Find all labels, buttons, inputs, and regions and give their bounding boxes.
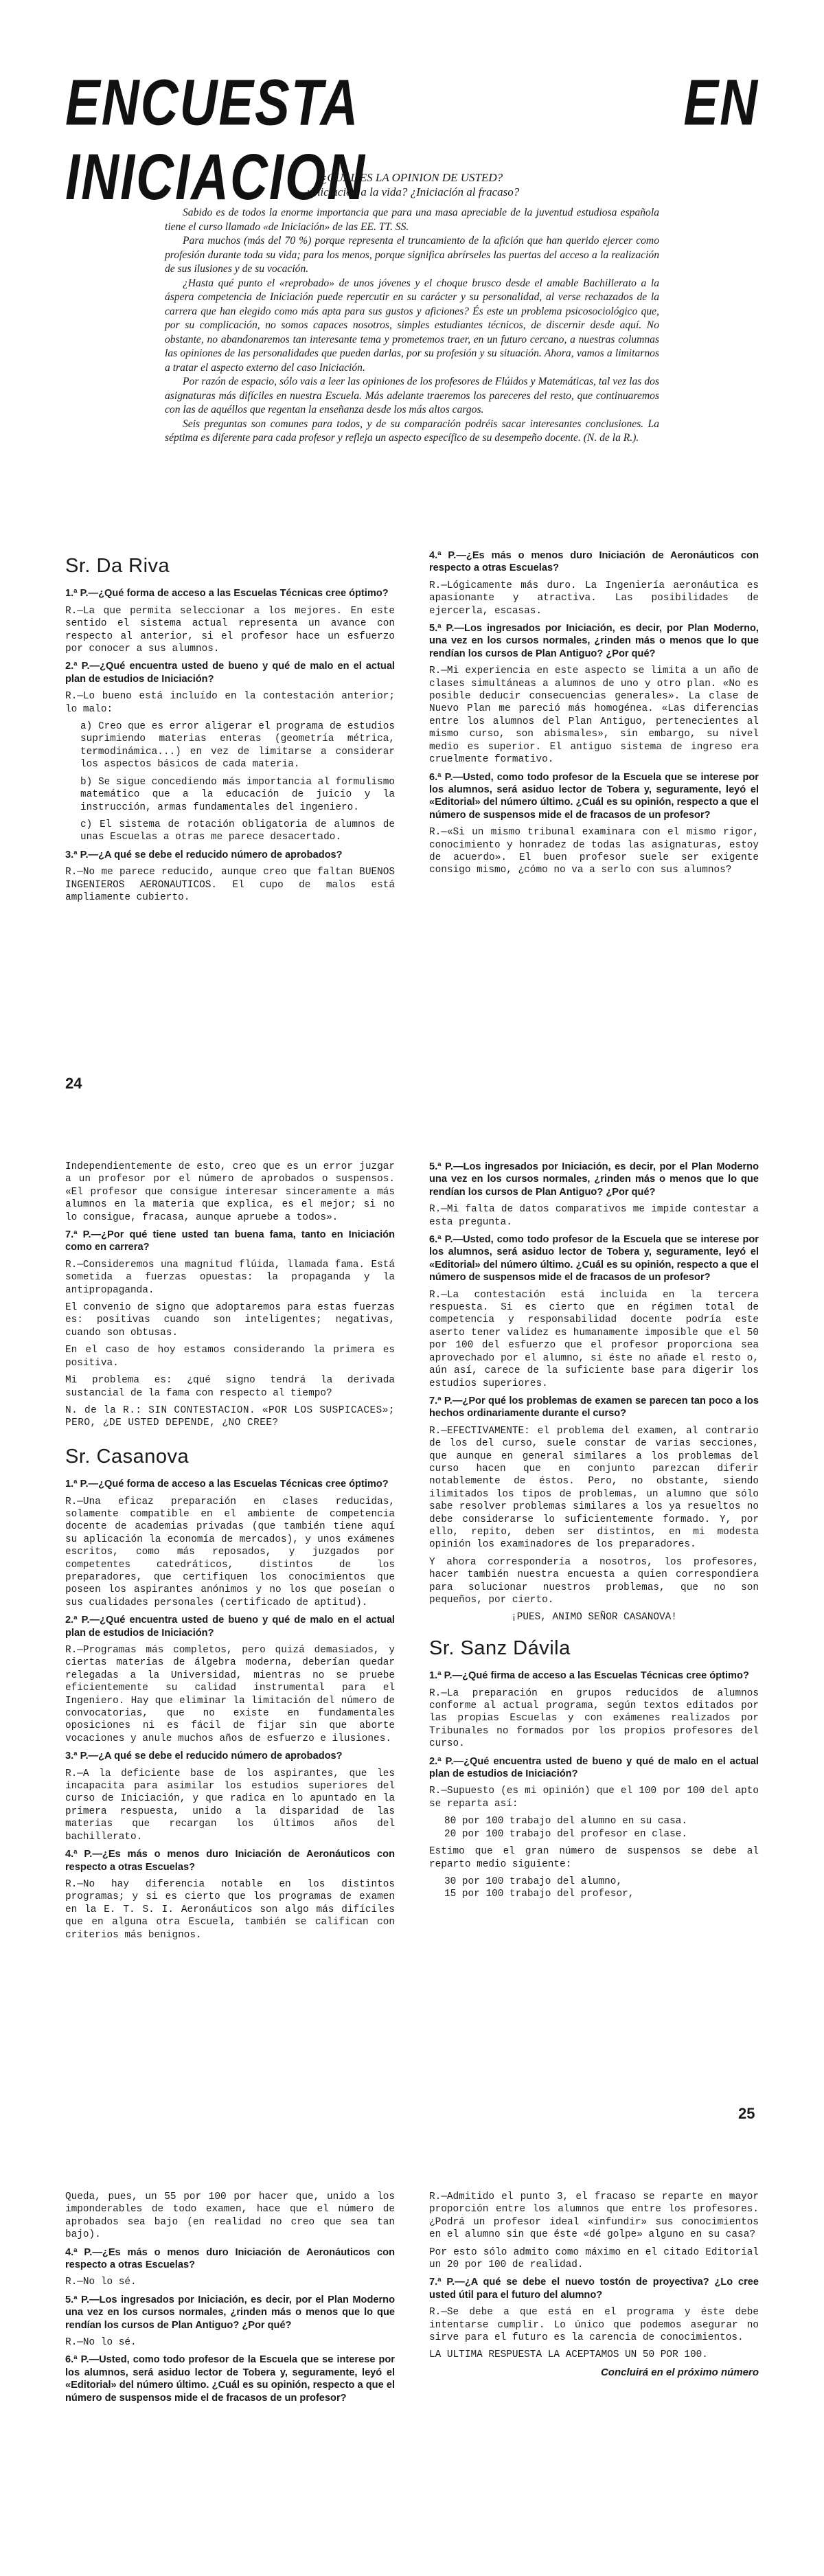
question: 4.ª P.—¿Es más o menos duro Iniciación de Aeronáuticos con respecto a otras Escuelas? bbox=[65, 2246, 395, 2271]
answer: b) Se sigue concediendo más importancia al formulismo matemático que a la educación de juicio y la instrucción, armas fundamentales del ingeniero. bbox=[80, 776, 395, 813]
question: 5.ª P.—Los ingresados por Iniciación, es decir, por el Plan Moderno una vez en los cursos normales, ¿rinden más o menos que lo que rendían los cursos de Plan Antiguo? ¿Por qué? bbox=[429, 1161, 759, 1198]
intro-paragraph: ¿Hasta qué punto el «reprobado» de unos jóvenes y el choque brusco desde el amable Bachillerato a la áspera competencia de Iniciación puede repercutir en su carácter y su personalidad, al verse rechazados de la carrera que han elegido como más apta para sus gustos y aficiones? És este un problema psicosociológico que, por su complicación, no somos capaces nosotros, simples estudiantes técnicos, de discernir desde aquí. No obstante, no abandonaremos tan interesante tema y prometemos traer, en un futuro cercano, a nuestras columnas las opiniones de las personalidades que pueden darlas, por su profesión y su situación. Ahora, vamos a limitarnos a tratar el aspecto externo del caso Iniciación. bbox=[165, 277, 659, 374]
answer: R.—Lo bueno está incluído en la contestación anterior; lo malo: bbox=[65, 691, 395, 715]
intro-paragraph: Para muchos (más del 70 %) porque representa el truncamiento de la afición que han querido ejercer como profesión durante toda su vida; para los menos, porque significa abrírseles las puertas del acceso a la realización de sus ilusiones y de su vocación. bbox=[165, 235, 659, 275]
interviewee-name: Sr. Casanova bbox=[65, 1445, 190, 1468]
answer: a) Creo que es error aligerar el programa de estudios suprimiendo materias enteras (geometría métrica, termodinámica...) en vez de limitarse a considerar los aspectos básicos de cada materia. bbox=[80, 721, 395, 771]
editor-note: N. de la R.: SIN CONTESTACION. «POR LOS SUSPICACES»; PERO, ¿DE USTED DEPENDE, ¿NO CREE? bbox=[65, 1404, 395, 1429]
answer: Queda, pues, un 55 por 100 por hacer que, unido a los imponderables de todo examen, hace que el número de aprobados sea bajo (en realidad no creo que sea tan bajo). bbox=[65, 2191, 395, 2241]
answer: Y ahora correspondería a nosotros, los profesores, hacer también nuestra encuesta a quien correspondiera para solucionar nuestros problemas, que no son pequeños, por cierto. bbox=[429, 1556, 759, 1606]
question: 5.ª P.—Los ingresados por Iniciación, es decir, por el Plan Moderno una vez en los cursos normales, ¿rinden más o menos que lo que rendían los cursos de Plan Antiguo? ¿Por qué? bbox=[65, 2294, 395, 2331]
subheading-line: ¿Iniciación a la vida? ¿Iniciación al fracaso? bbox=[304, 185, 520, 198]
answer: R.—Mi experiencia en este aspecto se limita a un año de clases simultáneas a alumnos de uno y otro plan. «No es posible deducir consecuencias generales». La clase de Nuevo Plan me pareció más homogénea. «Las diferencias entre los alumnos del Plan Antiguo, pertenecientes al mismo curso, son abismales», sin embargo, su nivel medio es superior. El antiguo sistema de ingreso era cruelmente formativo. bbox=[429, 665, 759, 766]
answer: R.—Mi falta de datos comparativos me impide contestar a esta pregunta. bbox=[429, 1204, 759, 1228]
page-25 bbox=[0, 1161, 824, 2177]
intro-text bbox=[165, 206, 659, 446]
answer: R.—Se debe a que está en el programa y éste debe intentarse cumplir. Lo único que podemos asegurar no sirve para el futuro es la carencia de conocimientos. bbox=[429, 2307, 759, 2344]
answer: R.—Programas más completos, pero quizá demasiados, y ciertas materias de álgebra moderna, deberían quedar relegadas a la Universidad, mientras no se pruebe eficientemente su calidad instrumental para el Ingeniero. Hay que eliminar la limitación del número de convocatorias, que no existe en fundamentales oposiciones ni es fácil de fijar sin que aborte vocaciones y anule muchos años de esfuerzo e ilusiones. bbox=[65, 1645, 395, 1744]
question: 1.ª P.—¿Qué firma de acceso a las Escuelas Técnicas cree óptimo? bbox=[429, 1670, 749, 1682]
column-da-riva-left bbox=[65, 555, 395, 909]
answer: R.—A la deficiente base de los aspirantes, que les incapacita para asimilar los estudios superiores del curso de Iniciación, y que radica en lo apuntado en la primera respuesta, unido a la disparidad de las materias que recargan los últimos años del bachillerato. bbox=[65, 1768, 395, 1843]
intro-paragraph: Seis preguntas son comunes para todos, y de su comparación podréis sacar interesantes conclusiones. La séptima es diferente para cada profesor y refleja un aspecto específico de su desempeño docente. (N. de la R.). bbox=[165, 418, 659, 444]
question: 7.ª P.—¿Por qué los problemas de examen se parecen tan poco a los hechos ordinariamente durante el curso? bbox=[429, 1395, 759, 1420]
subheading bbox=[206, 170, 618, 199]
editor-note: LA ULTIMA RESPUESTA LA ACEPTAMOS UN 50 POR 100. bbox=[429, 2349, 708, 2361]
question: 6.ª P.—Usted, como todo profesor de la Escuela que se interese por los alumnos, será asiduo lector de Tobera y, seguramente, leyó el «Editorial» del número último. ¿Cuál es su opinión, respecto a que el número de suspensos mide el de fracasos de un profesor? bbox=[429, 771, 759, 821]
column-right bbox=[429, 1161, 759, 1906]
continued-note: Concluirá en el próximo número bbox=[600, 2366, 759, 2378]
answer: R.—«Si un mismo tribunal examinara con el mismo rigor, conocimiento y honradez de todas las asignaturas, estoy de acuerdo». El buen profesor suele ser exigente consigo mismo, ¿cómo no va a serlo con sus alumnos? bbox=[429, 827, 759, 876]
answer: R.—EFECTIVAMENTE: el problema del examen, al contrario de los del curso, suele constar de varias secciones, que aunque en general similares a los problemas del curso hacen que en conjunto parezcan diferir notablemente de éstos. Pero, no obstante, siendo ilimitados los tipos de problemas, un alumno que sólo sabe resolver problemas similares a los ya resueltos no debe considerarse lo suficientemente formado. Y, por ello, repito, deben ser distintos, en mi modesta opinión los examinadores de los preparadores. bbox=[429, 1425, 759, 1551]
answer: R.—Lógicamente más duro. La Ingeniería aeronáutica es apasionante y atractiva. Las posibilidades de ejercerla, escasas. bbox=[429, 580, 759, 617]
answer: R.—Una eficaz preparación en clases reducidas, solamente compatible en el ambiente de competencia docente de academias privadas (que también tiene aquí su aplicación la economía de mercados), y unos exámenes escritos, como más reposados, y juzgados por competentes catedráticos, distintos de los preparadores, que certifiquen los conocimientos que poseen los aspirantes anónimos y no los que poseían o sus cualidades personales (certificado de aptitud). bbox=[65, 1496, 395, 1608]
question: 7.ª P.—¿A qué se debe el nuevo tostón de proyectiva? ¿Lo cree usted útil para el futuro del alumno? bbox=[429, 2277, 759, 2301]
question: 7.ª P.—¿Por qué tiene usted tan buena fama, tanto en Iniciación como en carrera? bbox=[65, 1229, 395, 1253]
page-number: 24 bbox=[65, 1075, 82, 1092]
article-title: ENCUESTA EN INICIACION bbox=[65, 66, 759, 214]
answer: c) El sistema de rotación obligatoria de alumnos de unas Escuelas a otras me parece desacertado. bbox=[80, 819, 395, 843]
answer: R.—La contestación está incluida en la tercera respuesta. Si es cierto que en régimen total de competencia y responsabilidad docente podría este aserto tener validez es humanamente imposible que el 50 por 100 del esfuerzo que el profesor proporciona sea aprovechado por el alumno, si éste no añade el resto o, aún así, carece de la suficiente base para digerir los estudios superiores. bbox=[429, 1289, 759, 1389]
question: 4.ª P.—¿Es más o menos duro Iniciación de Aeronáuticos con respecto a otras Escuelas? bbox=[65, 1849, 395, 1873]
page-26 bbox=[0, 2184, 824, 2576]
question: 5.ª P.—Los ingresados por Iniciación, es decir, por Plan Moderno, una vez en los cursos normales, ¿rinden más o menos que lo que rendían los cursos de Plan Antiguo? ¿Por qué? bbox=[429, 623, 759, 659]
question: 2.ª P.—¿Qué encuentra usted de bueno y qué de malo en el actual plan de estudios de Iniciación? bbox=[65, 1615, 395, 1639]
answer: R.—No hay diferencia notable en los distintos programas; y si es cierto que los programas de examen en la E. T. S. I. Aeronáuticos son algo más difíciles que en alguna otra Escuela, también se califican con criterios más benignos. bbox=[65, 1878, 395, 1941]
answer: R.—Admitido el punto 3, el fracaso se reparte en mayor proporción entre los alumnos que entre los profesores. ¿Podrá un profesor ideal «infundir» sus conocimientos en el alumno sin que éste «dé golpe» alguno en su casa? bbox=[429, 2191, 759, 2241]
column-da-riva-right bbox=[429, 549, 759, 882]
answer: R.—Supuesto (es mi opinión) que el 100 por 100 del apto se reparta así: bbox=[429, 1786, 759, 1810]
answer: 20 por 100 trabajo del profesor en clase. bbox=[444, 1828, 688, 1840]
column-left bbox=[65, 1161, 395, 1946]
answer: 30 por 100 trabajo del alumno, bbox=[444, 1876, 623, 1887]
answer: Mi problema es: ¿qué signo tendrá la derivada sustancial de la fama con respecto al tiempo? bbox=[65, 1375, 395, 1399]
question: 1.ª P.—¿Qué forma de acceso a las Escuelas Técnicas cree óptimo? bbox=[65, 1479, 389, 1490]
page-number: 25 bbox=[738, 2105, 755, 2122]
interviewee-name: Sr. Sanz Dávila bbox=[429, 1637, 571, 1659]
question: 4.ª P.—¿Es más o menos duro Iniciación de Aeronáuticos con respecto a otras Escuelas? bbox=[429, 550, 759, 574]
subheading-line: ¿CUAL ES LA OPINION DE USTED? bbox=[321, 171, 503, 184]
answer: Por esto sólo admito como máximo en el citado Editorial un 20 por 100 de realidad. bbox=[429, 2246, 759, 2271]
question: 3.ª P.—¿A qué se debe el reducido número de aprobados? bbox=[65, 849, 343, 860]
answer: R.—La que permita seleccionar a los mejores. En este sentido el sistema actual representa un avance con respecto al anterior, si el profesor hace un esfuerzo por conocer a sus alumnos. bbox=[65, 605, 395, 655]
answer: R.—No lo sé. bbox=[65, 2277, 137, 2288]
column-right bbox=[429, 2191, 759, 2384]
answer: R.—No lo sé. bbox=[65, 2337, 137, 2349]
question: 2.ª P.—¿Qué encuentra usted de bueno y qué de malo en el actual plan de estudios de Iniciación? bbox=[65, 661, 395, 685]
column-left bbox=[65, 2191, 395, 2409]
question: 1.ª P.—¿Qué forma de acceso a las Escuelas Técnicas cree óptimo? bbox=[65, 588, 389, 600]
page-24 bbox=[0, 0, 824, 1106]
interviewee-name: Sr. Da Riva bbox=[65, 555, 170, 577]
question: 6.ª P.—Usted, como todo profesor de la Escuela que se interese por los alumnos, será asiduo lector de Tobera y, seguramente, leyó el «Editorial» del número último. ¿Cuál es su opinión, respecto a que el número de suspensos mide el de fracasos de un profesor? bbox=[65, 2354, 395, 2404]
answer: R.—La preparación en grupos reducidos de alumnos conforme al actual programa, según textos editados por las propias Escuelas y con exámenes realizados por Tribunales no formados por los propios profesores del curso. bbox=[429, 1687, 759, 1750]
answer: Independientemente de esto, creo que es un error juzgar a un profesor por el número de aprobados o suspensos. «El profesor que consigue interesar sinceramente a más alumnos en la materia que explica, es el mejor; si no lo consigue, fracasa, aunque apruebe a todos». bbox=[65, 1161, 395, 1223]
answer: 80 por 100 trabajo del alumno en su casa. bbox=[444, 1816, 688, 1827]
answer: El convenio de signo que adoptaremos para estas fuerzas es: positivas cuando son inteligentes; negativas, cuando son obtusas. bbox=[65, 1302, 395, 1338]
answer: Estimo que el gran número de suspensos se debe al reparto medio siguiente: bbox=[429, 1846, 759, 1870]
editor-note: ¡PUES, ANIMO SEÑOR CASANOVA! bbox=[511, 1612, 677, 1623]
intro-paragraph: Sabido es de todos la enorme importancia que para una masa apreciable de la juventud estudiosa española tiene el curso llamado «de Iniciación» de las EE. TT. SS. bbox=[165, 207, 659, 233]
answer: 15 por 100 trabajo del profesor, bbox=[444, 1889, 634, 1900]
answer: En el caso de hoy estamos considerando la primera es positiva. bbox=[65, 1345, 395, 1369]
answer: R.—Consideremos una magnitud flúida, llamada fama. Está sometida a fuerzas opuestas: la propaganda y la antipropaganda. bbox=[65, 1259, 395, 1296]
question: 2.ª P.—¿Qué encuentra usted de bueno y qué de malo en el actual plan de estudios de Iniciación? bbox=[429, 1755, 759, 1780]
answer: R.—No me parece reducido, aunque creo que faltan BUENOS INGENIEROS AERONAUTICOS. El cupo de malos está ampliamente cubierto. bbox=[65, 867, 395, 903]
question: 6.ª P.—Usted, como todo profesor de la Escuela que se interese por los alumnos, será asiduo lector de Tobera y, seguramente, leyó el «Editorial» del número último. ¿Cuál es su opinión, respecto a que el número de suspensos mide el de fracasos de un profesor? bbox=[429, 1234, 759, 1284]
question: 3.ª P.—¿A qué se debe el reducido número de aprobados? bbox=[65, 1751, 343, 1762]
intro-paragraph: Por razón de espacio, sólo vais a leer las opiniones de los profesores de Flúidos y Matemáticas, tal vez las dos asignaturas más difíciles en nuestra Escuela. Más adelante traeremos los pareceres del resto, que continuaremos con las de aquéllos que regentan la enseñanza desde los más altos cargos. bbox=[165, 376, 659, 415]
